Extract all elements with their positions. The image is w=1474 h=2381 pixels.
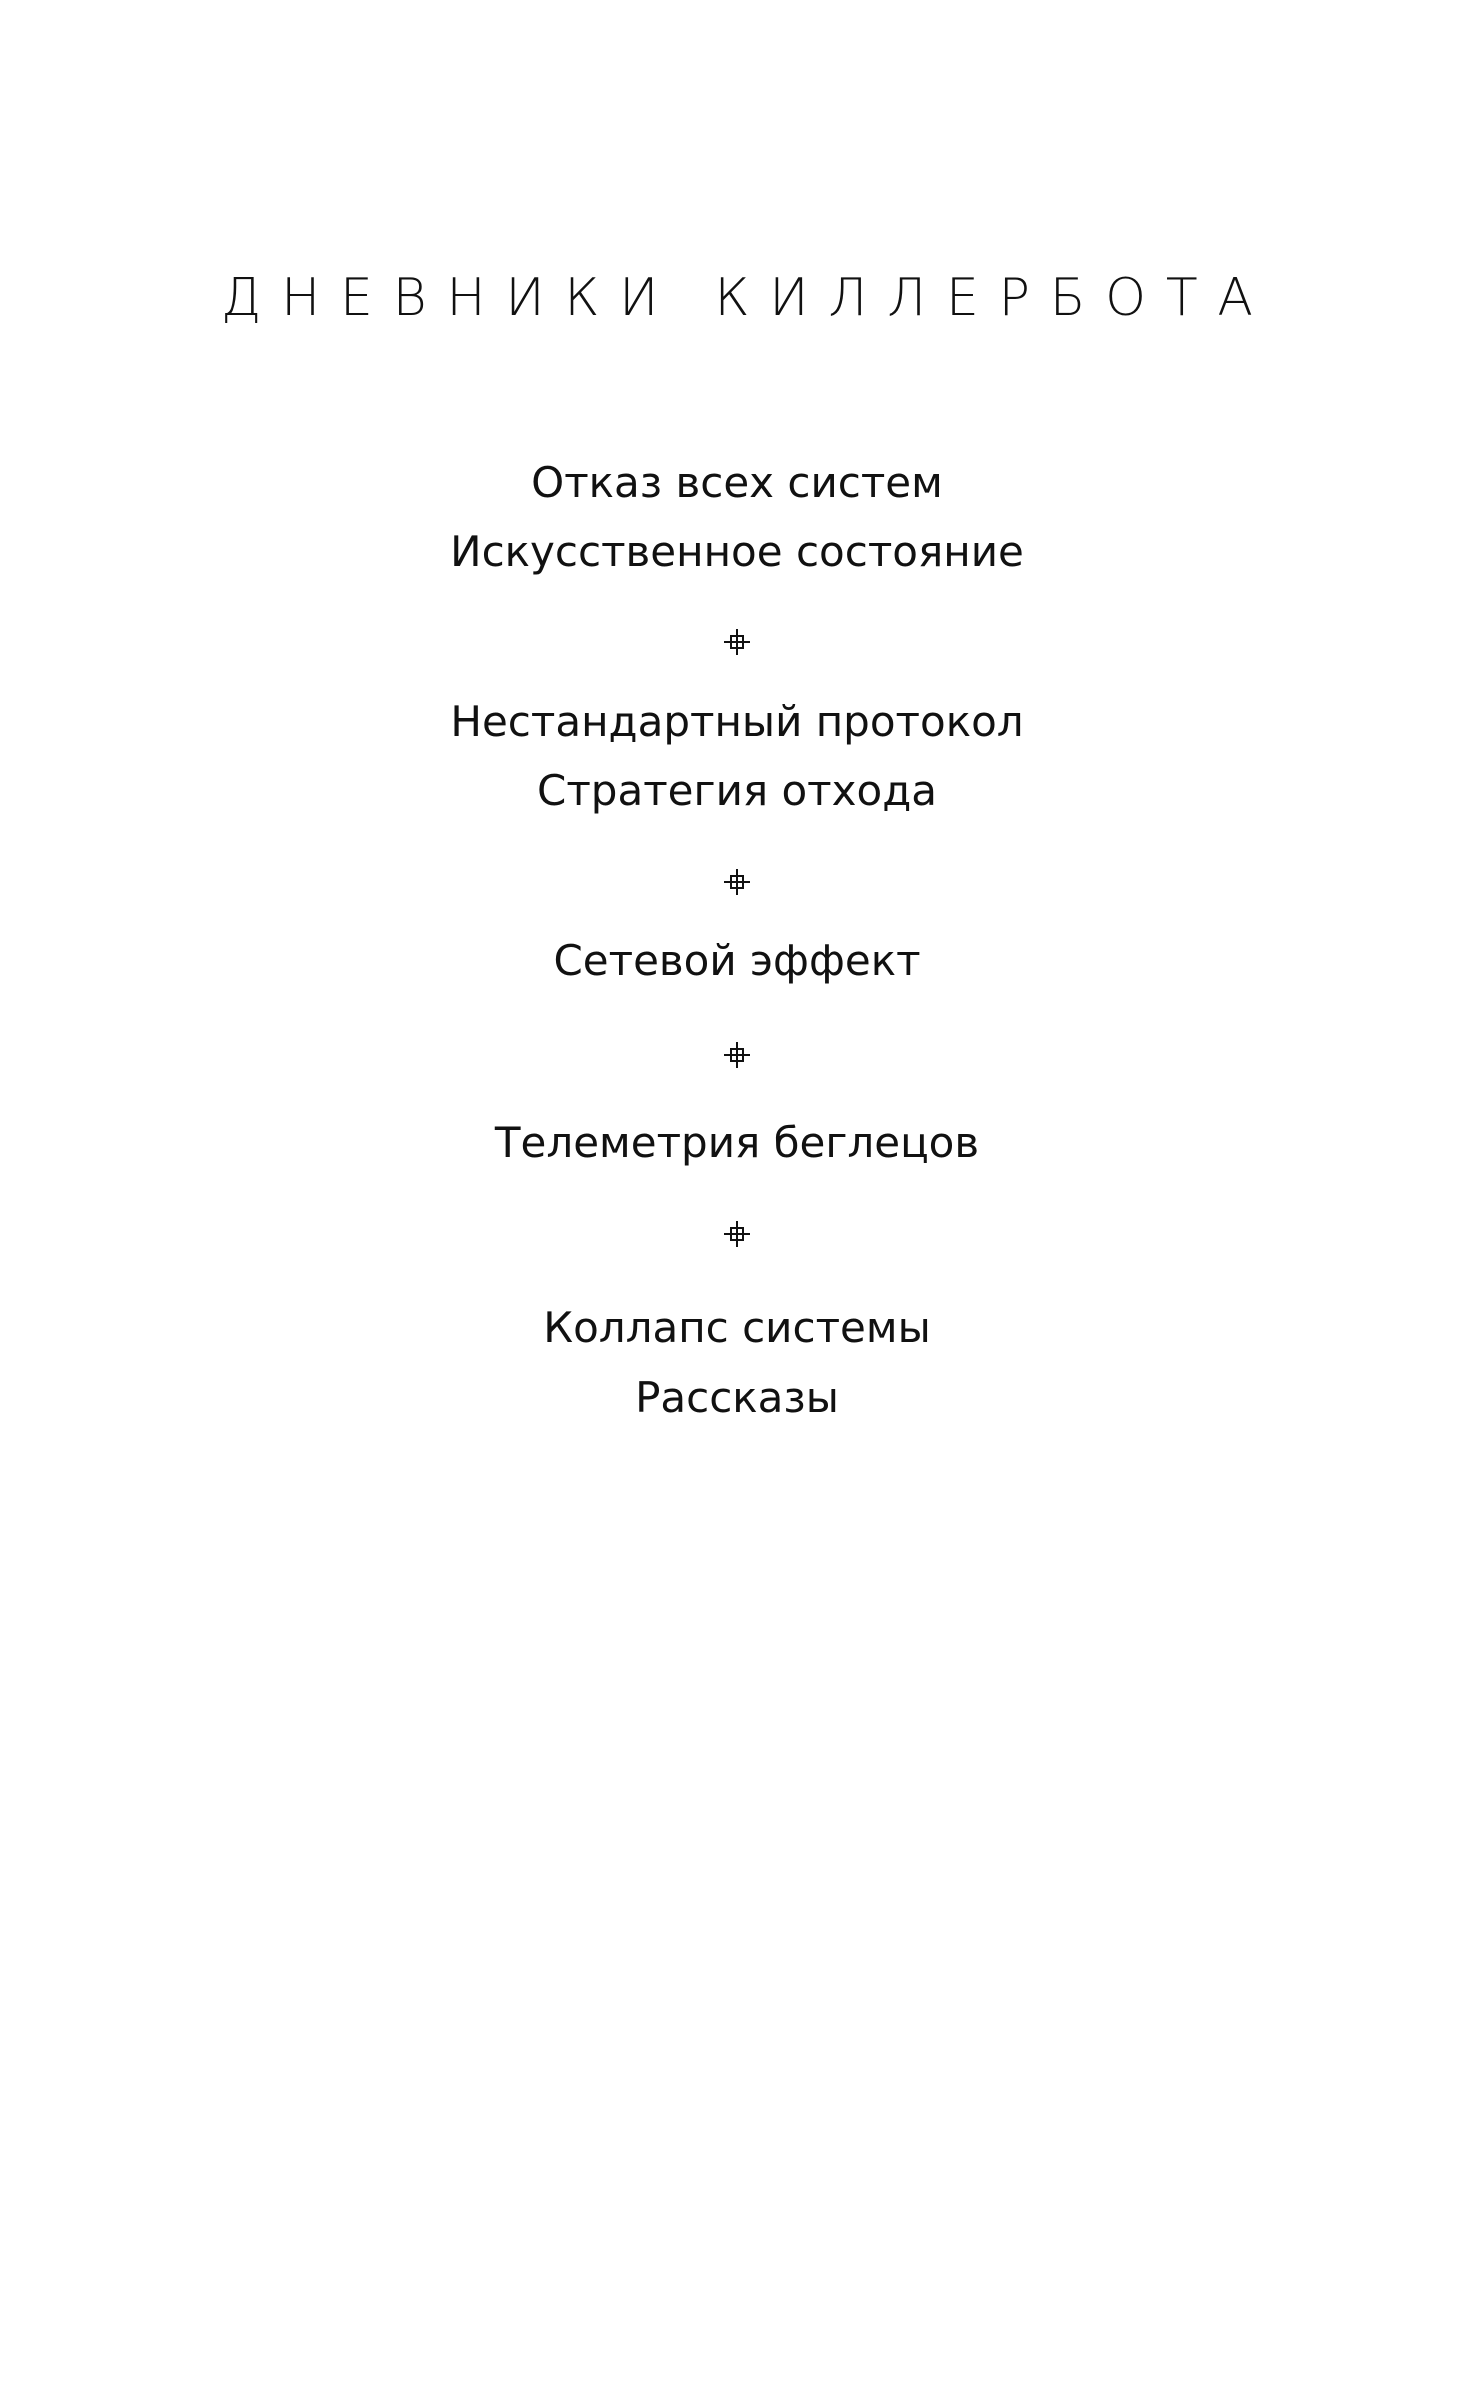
book-title-1: Отказ всех систем	[531, 458, 943, 507]
crosshair-ornament-icon	[722, 627, 752, 657]
book-title-6: Телеметрия беглецов	[494, 1118, 980, 1167]
book-title-4: Стратегия отхода	[537, 766, 937, 815]
book-title-5: Сетевой эффект	[553, 936, 921, 985]
crosshair-ornament-icon	[722, 1040, 752, 1070]
book-title-7: Коллапс системы	[543, 1303, 931, 1352]
book-title-8: Рассказы	[635, 1373, 839, 1422]
series-title: ДНЕВНИКИ КИЛЛЕРБОТА	[221, 268, 1273, 328]
crosshair-ornament-icon	[722, 1219, 752, 1249]
book-title-2: Искусственное состояние	[450, 527, 1024, 576]
crosshair-ornament-icon	[722, 867, 752, 897]
book-title-3: Нестандартный протокол	[450, 697, 1024, 746]
